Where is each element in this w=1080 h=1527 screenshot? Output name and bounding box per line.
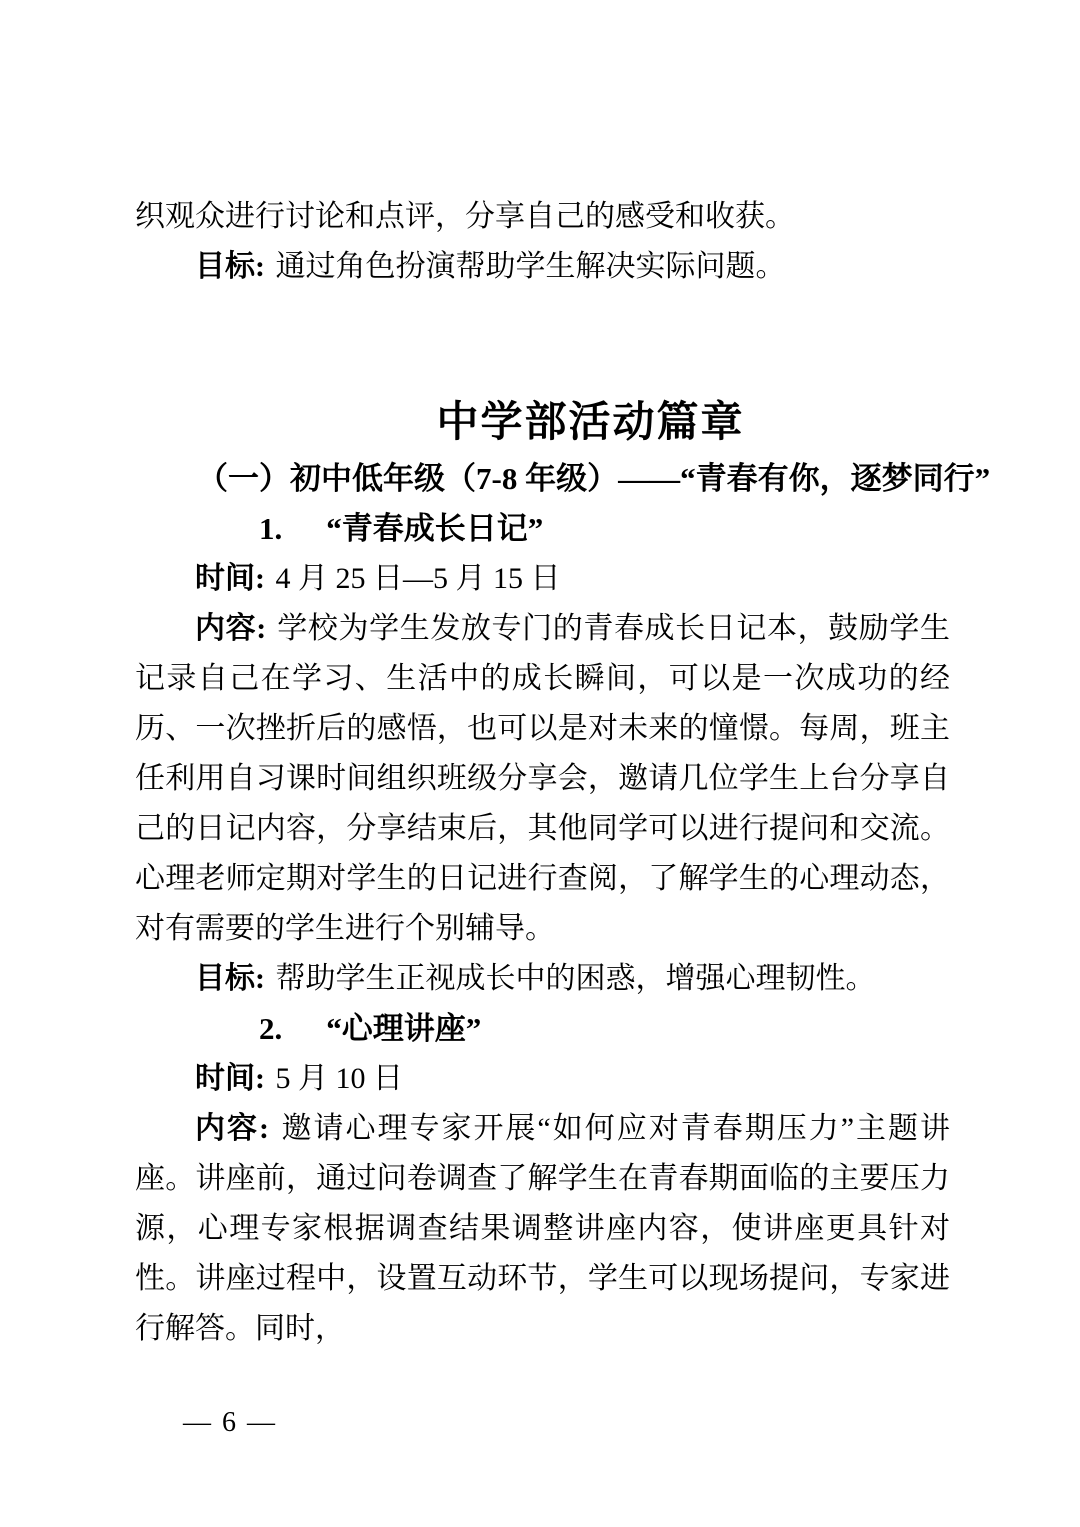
activity1-content-text: 学校为学生发放专门的青春成长日记本，鼓励学生记录自己在学习、生活中的成长瞬间，可以是一次成功的经历、一次挫折后的感悟，也可以是对未来的憧憬。每周，班主任利用自习课时间组织班级分享会，邀请几位学生上台分享自己的日记内容，分享结束后，其他同学可以进行提问和交流。心理老师定期对学生的日记进行查阅，了解学生的心理动态，对有需要的学生进行个别辅导。	[135, 612, 950, 945]
goal-text: 通过角色扮演帮助学生解决实际问题。	[275, 250, 786, 283]
activity1-heading	[135, 504, 950, 554]
content-label: 内容:	[195, 612, 267, 645]
activity1-time-line	[135, 554, 950, 604]
activity2-number: 2.	[259, 1011, 283, 1046]
page-number: — 6 —	[183, 1407, 277, 1438]
previous-goal-line	[135, 242, 950, 292]
goal-label: 目标:	[195, 962, 265, 995]
subsection-heading: （一）初中低年级（7-8 年级）——“青春有你，逐梦同行”	[197, 461, 991, 496]
activity1-name: “青春成长日记”	[326, 511, 544, 546]
page-content	[135, 192, 991, 1354]
activity2-time-value: 5 月 10 日	[275, 1062, 403, 1095]
activity1-time-value: 4 月 25 日—5 月 15 日	[275, 562, 561, 595]
content-label: 内容:	[195, 1112, 269, 1145]
time-label: 时间:	[195, 562, 265, 595]
activity2-name: “心理讲座”	[326, 1011, 482, 1046]
goal-label: 目标:	[195, 250, 265, 283]
activity2-time-line	[135, 1054, 950, 1104]
previous-paragraph-continuation: 织观众进行讨论和点评，分享自己的感受和收获。	[135, 200, 795, 233]
activity1-content-paragraph	[135, 604, 950, 954]
activity2-content-paragraph	[135, 1104, 950, 1354]
activity1-goal-text: 帮助学生正视成长中的困惑，增强心理韧性。	[275, 962, 876, 995]
activity1-number: 1.	[259, 511, 283, 546]
activity2-content-text: 邀请心理专家开展“如何应对青春期压力”主题讲座。讲座前，通过问卷调查了解学生在青春期面临的主要压力源，心理专家根据调查结果调整讲座内容，使讲座更具针对性。讲座过程中，设置互动环节，学生可以现场提问，专家进行解答。同时，	[135, 1112, 950, 1345]
time-label: 时间:	[195, 1062, 265, 1095]
activity2-heading	[135, 1004, 950, 1054]
activity1-goal-line	[135, 954, 950, 1004]
section-title: 中学部活动篇章	[436, 400, 745, 446]
